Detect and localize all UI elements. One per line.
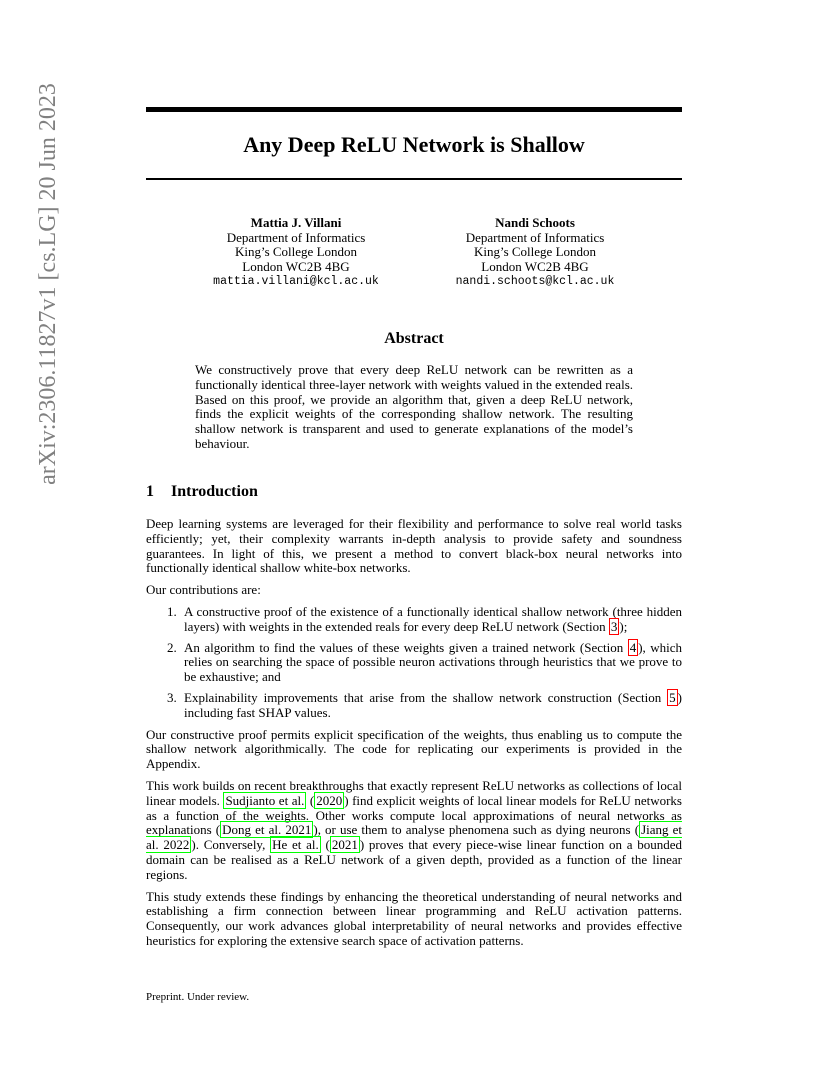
title-rule-bottom xyxy=(146,178,682,180)
paper-title: Any Deep ReLU Network is Shallow xyxy=(243,132,585,157)
citation-year-link[interactable]: 2021 xyxy=(331,837,358,853)
citation-link[interactable]: He et al. xyxy=(272,837,319,853)
text-run: This work builds on recent breakthroughs that exactly represent ReLU networks as collections of local linear models. xyxy=(146,777,682,808)
list-item-text: A constructive proof of the existence of a functionally identical shallow network (three hidden layers) with weights in the extended reals for every deep ReLU network (Section xyxy=(184,603,682,634)
list-item-text: ); xyxy=(619,618,628,634)
list-item xyxy=(180,605,682,635)
author-email[interactable]: mattia.villani@kcl.ac.uk xyxy=(213,274,379,288)
section-ref-link[interactable]: 3 xyxy=(610,618,618,634)
section-ref-link[interactable]: 5 xyxy=(669,689,676,705)
abstract-heading: Abstract xyxy=(384,330,444,347)
paragraph: Our constructive proof permits explicit specification of the weights, thus enabling us to compute the shallow network algorithmically. The code for replicating our experiments is provided in the Appendix. xyxy=(146,726,682,772)
section-number: 1 xyxy=(146,483,154,500)
author-institution: King’s College London xyxy=(234,244,358,260)
list-item xyxy=(180,641,682,685)
author-department: Department of Informatics xyxy=(465,229,605,245)
author-department: Department of Informatics xyxy=(226,229,366,245)
contributions-list xyxy=(146,605,682,721)
section-ref-link[interactable]: 4 xyxy=(629,639,637,655)
author-address: London WC2B 4BG xyxy=(481,259,589,275)
paragraph: This work builds on recent breakthroughs that exactly represent ReLU networks as collections of local linear models. Sudjianto et al. ( 2020 ) find explicit weights of local linear models for ReLU networks as a function of the weights. Other works compute local approximations of neural networks as explanations ( Dong et al. 2021 ), or use them to analyse phenomena such as dying neurons ( Jiang et al. 2022 ). Conversely, He et al. ( 2021 ) proves that every piece-wise linear function on a bounded domain can be realised as a ReLU network of a given depth, provided as a function of the linear regions. xyxy=(146,777,682,882)
author-block-1 xyxy=(181,216,411,290)
text-run: find explicit weights of local linear models for ReLU networks as a function of the weights. Other works compute local approximations of neural networks as explanations ( xyxy=(146,792,682,838)
text-run: proves that every piece-wise linear function on a bounded domain can be realised as a ReLU network of a given depth, provided as a function of the linear regions. xyxy=(146,837,682,882)
citation-link[interactable]: Jiang et al. 2022 xyxy=(146,822,682,853)
list-item-text: Explainability improvements that arise from the shallow network construction (Section xyxy=(184,689,668,705)
list-item xyxy=(180,691,682,721)
title-rule-top xyxy=(146,107,682,112)
list-item-text: ), which relies on searching the space of possible neuron activations through heuristics that we prove to be exhaustive; and xyxy=(184,639,682,685)
arxiv-identifier: arXiv:2306.11827v1 [cs.LG] 20 Jun 2023 xyxy=(35,83,61,485)
author-institution: King’s College London xyxy=(473,244,597,260)
citation-link[interactable]: Dong et al. 2021 xyxy=(222,822,312,838)
author-name: Nandi Schoots xyxy=(495,215,575,230)
paragraph: This study extends these findings by enhancing the theoretical understanding of neural networks and establishing a firm connection between linear programming and ReLU activation patterns. Consequently, our work advances global interpretability of neural networks and provides effective heuristics for exploring the extensive search space of activation patterns. xyxy=(146,888,682,948)
section-title: Introduction xyxy=(171,483,258,500)
section-heading-introduction xyxy=(146,482,258,502)
list-item-text: An algorithm to find the values of these weights given a trained network (Section xyxy=(184,639,628,655)
text-run: ), or use them to analyse phenomena such as dying neurons ( xyxy=(313,822,640,838)
author-email[interactable]: nandi.schoots@kcl.ac.uk xyxy=(455,274,615,288)
list-item-text: ) including fast SHAP values. xyxy=(184,689,682,720)
introduction-body xyxy=(146,517,682,956)
paragraph: Deep learning systems are leveraged for their flexibility and performance to solve real world tasks efficiently; yet, their complexity warrants in-depth analysis to provide safety and soundness guarantees. In light of this, we present a method to convert black-box neural networks into functionally identical shallow white-box networks. xyxy=(146,516,682,576)
citation-link[interactable]: Sudjianto et al. xyxy=(225,792,305,808)
abstract-text: We constructively prove that every deep ReLU network can be rewritten as a functionally identical three-layer network with weights valued in the extended reals. Based on this proof, we provide an algorithm that, given a deep ReLU network, finds the explicit weights of the corresponding shallow network. The resulting shallow network is transparent and used to generate explanations of the model’s behaviour. xyxy=(195,362,633,451)
author-name: Mattia J. Villani xyxy=(250,215,342,230)
author-address: London WC2B 4BG xyxy=(242,259,350,275)
text-run: ). Conversely, xyxy=(191,837,271,853)
page-footer: Preprint. Under review. xyxy=(146,991,250,1003)
paragraph: Our contributions are: xyxy=(146,582,261,598)
citation-year-link[interactable]: 2020 xyxy=(316,792,343,808)
author-block-2 xyxy=(420,216,650,290)
